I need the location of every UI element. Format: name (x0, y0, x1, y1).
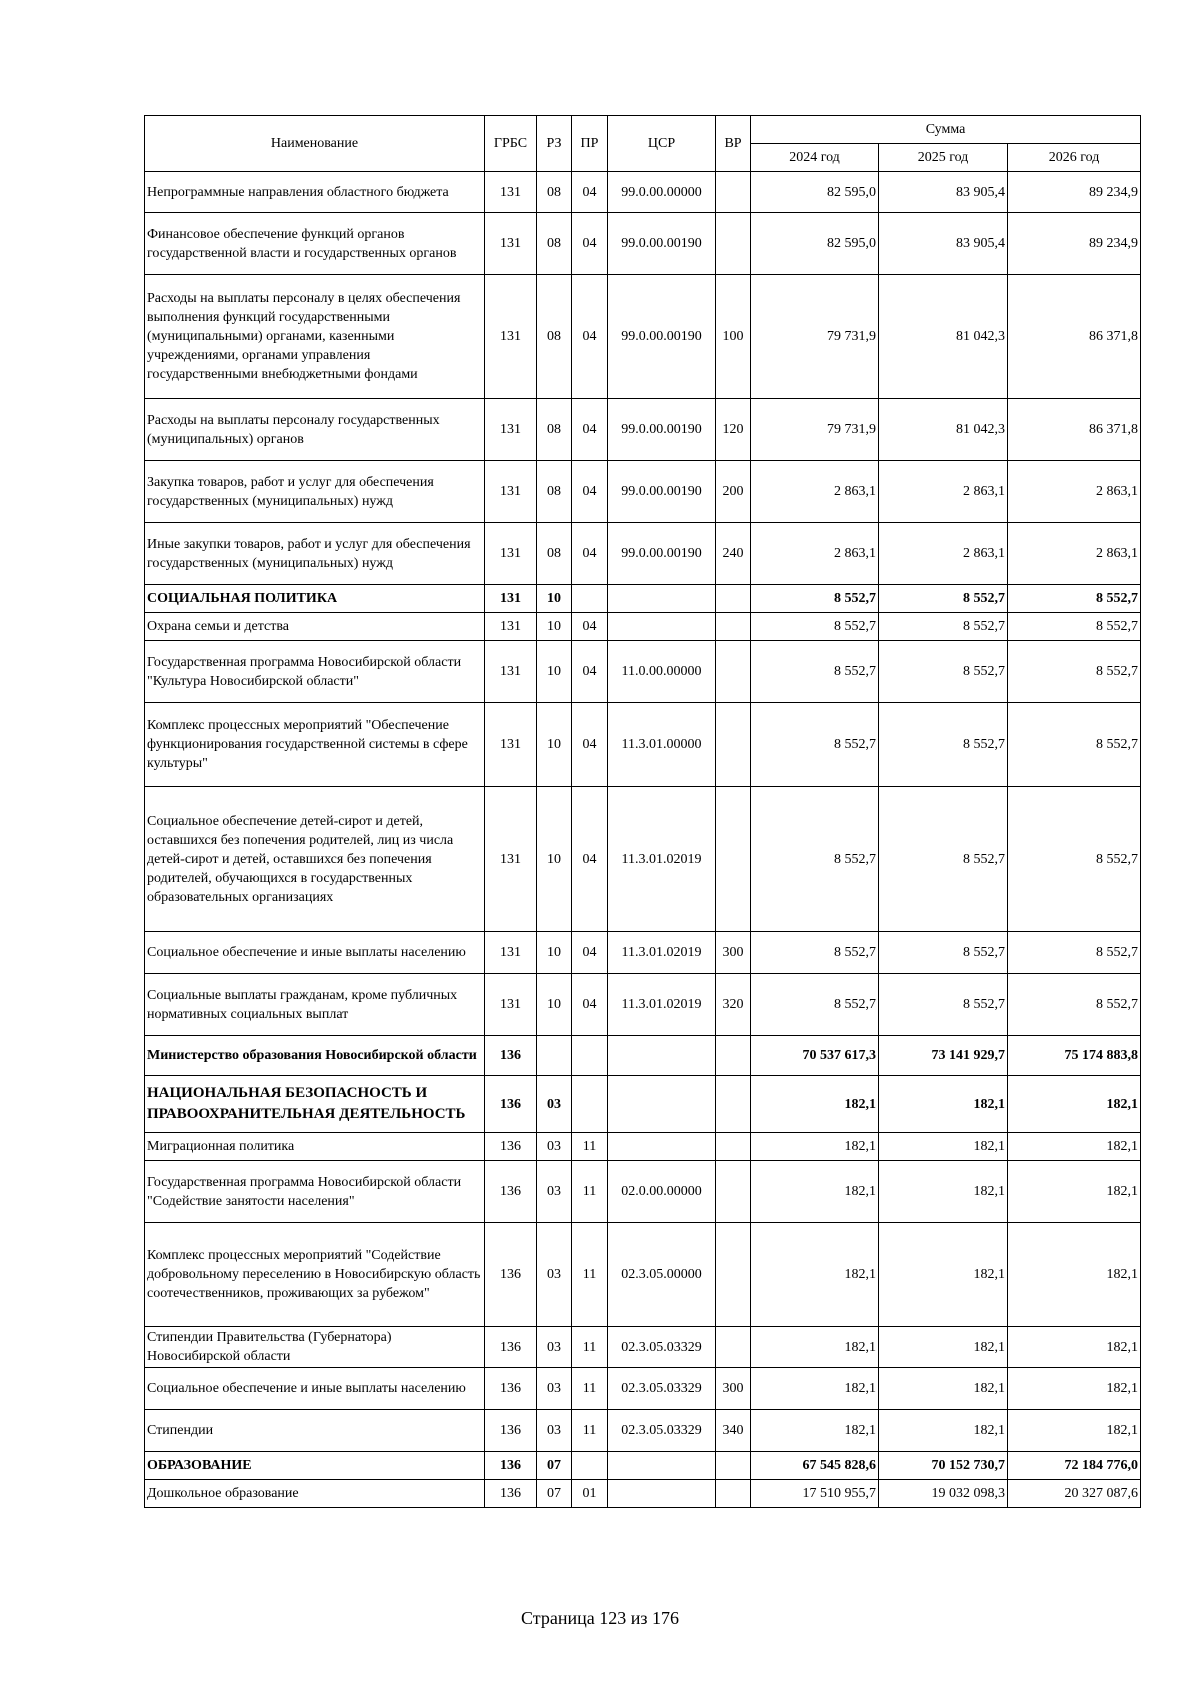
cell-vr (716, 1452, 751, 1480)
cell-vr (716, 172, 751, 213)
cell-name: ОБРАЗОВАНИЕ (145, 1452, 485, 1480)
cell-pr: 04 (572, 932, 608, 974)
cell-grbs: 131 (485, 213, 537, 275)
table-row (145, 213, 1141, 275)
table-row (145, 641, 1141, 703)
cell-2024: 17 510 955,7 (751, 1480, 879, 1508)
cell-grbs: 131 (485, 585, 537, 613)
cell-grbs: 131 (485, 399, 537, 461)
cell-pr: 04 (572, 703, 608, 787)
table-row (145, 1327, 1141, 1368)
cell-grbs: 131 (485, 172, 537, 213)
cell-vr: 120 (716, 399, 751, 461)
cell-2025: 8 552,7 (879, 703, 1008, 787)
cell-pr (572, 1076, 608, 1133)
cell-grbs: 136 (485, 1076, 537, 1133)
cell-name: Социальное обеспечение и иные выплаты населению (145, 1368, 485, 1410)
cell-pr (572, 1036, 608, 1076)
cell-2025: 8 552,7 (879, 974, 1008, 1036)
cell-2025: 182,1 (879, 1133, 1008, 1161)
cell-2026: 75 174 883,8 (1008, 1036, 1141, 1076)
cell-pr: 11 (572, 1161, 608, 1223)
cell-csr: 11.3.01.00000 (608, 703, 716, 787)
cell-name: Комплекс процессных мероприятий "Содействие добровольному переселению в Новосибирскую область соотечественников, проживающих за рубежом" (145, 1223, 485, 1327)
cell-2026: 86 371,8 (1008, 275, 1141, 399)
cell-grbs: 136 (485, 1327, 537, 1368)
cell-pr (572, 585, 608, 613)
cell-pr: 04 (572, 213, 608, 275)
table-row (145, 1452, 1141, 1480)
cell-2024: 8 552,7 (751, 787, 879, 932)
cell-grbs: 136 (485, 1410, 537, 1452)
header-rz: РЗ (537, 116, 572, 172)
cell-name: Расходы на выплаты персоналу государственных (муниципальных) органов (145, 399, 485, 461)
cell-csr (608, 1480, 716, 1508)
cell-2025: 182,1 (879, 1161, 1008, 1223)
cell-2026: 182,1 (1008, 1161, 1141, 1223)
table-row (145, 275, 1141, 399)
cell-rz (537, 1036, 572, 1076)
cell-rz: 08 (537, 213, 572, 275)
cell-vr (716, 1327, 751, 1368)
table-row (145, 1368, 1141, 1410)
table-row (145, 1480, 1141, 1508)
cell-2024: 67 545 828,6 (751, 1452, 879, 1480)
cell-2024: 82 595,0 (751, 172, 879, 213)
cell-2025: 182,1 (879, 1223, 1008, 1327)
cell-pr: 01 (572, 1480, 608, 1508)
cell-2025: 8 552,7 (879, 585, 1008, 613)
cell-name: Социальные выплаты гражданам, кроме публичных нормативных социальных выплат (145, 974, 485, 1036)
cell-vr (716, 787, 751, 932)
cell-name: Расходы на выплаты персоналу в целях обеспечения выполнения функций государственными (муниципальными) органами, казенными учреждениями, органами управления государственными внебюджетными фондами (145, 275, 485, 399)
cell-2026: 8 552,7 (1008, 703, 1141, 787)
cell-rz: 10 (537, 585, 572, 613)
cell-2026: 8 552,7 (1008, 974, 1141, 1036)
cell-pr: 04 (572, 641, 608, 703)
cell-pr: 04 (572, 523, 608, 585)
cell-vr (716, 1223, 751, 1327)
cell-2024: 2 863,1 (751, 461, 879, 523)
cell-rz: 10 (537, 974, 572, 1036)
table-row (145, 1133, 1141, 1161)
cell-name: Иные закупки товаров, работ и услуг для обеспечения государственных (муниципальных) нужд (145, 523, 485, 585)
cell-vr (716, 1133, 751, 1161)
cell-csr: 99.0.00.00190 (608, 523, 716, 585)
cell-grbs: 131 (485, 703, 537, 787)
cell-csr (608, 613, 716, 641)
table-row (145, 1036, 1141, 1076)
cell-grbs: 131 (485, 974, 537, 1036)
cell-rz: 03 (537, 1161, 572, 1223)
table-row (145, 974, 1141, 1036)
cell-2024: 8 552,7 (751, 585, 879, 613)
cell-grbs: 136 (485, 1161, 537, 1223)
cell-2024: 2 863,1 (751, 523, 879, 585)
cell-2024: 8 552,7 (751, 703, 879, 787)
cell-name: СОЦИАЛЬНАЯ ПОЛИТИКА (145, 585, 485, 613)
cell-2025: 182,1 (879, 1076, 1008, 1133)
cell-2024: 70 537 617,3 (751, 1036, 879, 1076)
cell-name: Социальное обеспечение детей-сирот и детей, оставшихся без попечения родителей, лиц из числа детей-сирот и детей, оставшихся без попечения родителей, обучающихся в государственных образовательных организациях (145, 787, 485, 932)
cell-2025: 83 905,4 (879, 213, 1008, 275)
cell-name: Миграционная политика (145, 1133, 485, 1161)
cell-name: Охрана семьи и детства (145, 613, 485, 641)
cell-grbs: 131 (485, 275, 537, 399)
cell-rz: 03 (537, 1076, 572, 1133)
cell-vr (716, 1161, 751, 1223)
cell-pr: 04 (572, 613, 608, 641)
cell-grbs: 131 (485, 787, 537, 932)
cell-csr (608, 1076, 716, 1133)
cell-2024: 8 552,7 (751, 641, 879, 703)
cell-name: Финансовое обеспечение функций органов государственной власти и государственных органов (145, 213, 485, 275)
cell-2024: 82 595,0 (751, 213, 879, 275)
cell-rz: 08 (537, 461, 572, 523)
cell-2025: 8 552,7 (879, 641, 1008, 703)
cell-2024: 182,1 (751, 1133, 879, 1161)
cell-csr (608, 1036, 716, 1076)
table-row (145, 1076, 1141, 1133)
cell-2025: 73 141 929,7 (879, 1036, 1008, 1076)
cell-rz: 10 (537, 641, 572, 703)
cell-2026: 20 327 087,6 (1008, 1480, 1141, 1508)
cell-grbs: 136 (485, 1480, 537, 1508)
header-2026: 2026 год (1008, 144, 1141, 172)
cell-name: Непрограммные направления областного бюджета (145, 172, 485, 213)
cell-vr (716, 1076, 751, 1133)
cell-grbs: 131 (485, 523, 537, 585)
cell-name: Дошкольное образование (145, 1480, 485, 1508)
cell-rz: 08 (537, 399, 572, 461)
table-row (145, 787, 1141, 932)
cell-2025: 2 863,1 (879, 461, 1008, 523)
cell-pr: 04 (572, 461, 608, 523)
table-body (145, 172, 1141, 1508)
cell-vr (716, 703, 751, 787)
cell-name: Социальное обеспечение и иные выплаты населению (145, 932, 485, 974)
table-row (145, 523, 1141, 585)
cell-2026: 89 234,9 (1008, 213, 1141, 275)
header-name: Наименование (145, 116, 485, 172)
cell-pr: 11 (572, 1133, 608, 1161)
cell-2025: 182,1 (879, 1327, 1008, 1368)
cell-pr: 04 (572, 787, 608, 932)
budget-table (144, 115, 1141, 1508)
cell-csr: 02.3.05.03329 (608, 1410, 716, 1452)
cell-csr: 11.3.01.02019 (608, 974, 716, 1036)
cell-name: Стипендии (145, 1410, 485, 1452)
header-csr: ЦСР (608, 116, 716, 172)
cell-2026: 72 184 776,0 (1008, 1452, 1141, 1480)
cell-rz: 03 (537, 1368, 572, 1410)
header-pr: ПР (572, 116, 608, 172)
cell-2024: 182,1 (751, 1076, 879, 1133)
cell-vr: 340 (716, 1410, 751, 1452)
table-row (145, 585, 1141, 613)
cell-2026: 2 863,1 (1008, 523, 1141, 585)
cell-grbs: 131 (485, 613, 537, 641)
table-row (145, 932, 1141, 974)
cell-2024: 8 552,7 (751, 974, 879, 1036)
header-vr: ВР (716, 116, 751, 172)
cell-2025: 81 042,3 (879, 399, 1008, 461)
table-row (145, 613, 1141, 641)
cell-2026: 8 552,7 (1008, 787, 1141, 932)
cell-name: Государственная программа Новосибирской области "Содействие занятости населения" (145, 1161, 485, 1223)
cell-vr (716, 585, 751, 613)
cell-csr (608, 1133, 716, 1161)
cell-pr: 04 (572, 399, 608, 461)
cell-2024: 182,1 (751, 1327, 879, 1368)
cell-name: Государственная программа Новосибирской области "Культура Новосибирской области" (145, 641, 485, 703)
table-row (145, 1410, 1141, 1452)
cell-name: Комплекс процессных мероприятий "Обеспечение функционирования государственной системы в сфере культуры" (145, 703, 485, 787)
cell-vr (716, 641, 751, 703)
cell-2024: 79 731,9 (751, 399, 879, 461)
cell-vr (716, 1480, 751, 1508)
cell-2026: 182,1 (1008, 1076, 1141, 1133)
cell-pr: 04 (572, 974, 608, 1036)
cell-vr: 320 (716, 974, 751, 1036)
cell-csr: 02.3.05.03329 (608, 1368, 716, 1410)
header-2025: 2025 год (879, 144, 1008, 172)
cell-2024: 182,1 (751, 1410, 879, 1452)
page-number: Страница 123 из 176 (521, 1608, 679, 1628)
cell-csr: 99.0.00.00000 (608, 172, 716, 213)
cell-2026: 89 234,9 (1008, 172, 1141, 213)
cell-pr (572, 1452, 608, 1480)
cell-rz: 10 (537, 787, 572, 932)
cell-csr: 11.3.01.02019 (608, 932, 716, 974)
table-row (145, 703, 1141, 787)
cell-2026: 8 552,7 (1008, 641, 1141, 703)
cell-2025: 83 905,4 (879, 172, 1008, 213)
cell-2025: 182,1 (879, 1410, 1008, 1452)
cell-grbs: 136 (485, 1223, 537, 1327)
header-grbs: ГРБС (485, 116, 537, 172)
cell-2026: 182,1 (1008, 1133, 1141, 1161)
cell-pr: 11 (572, 1410, 608, 1452)
cell-grbs: 131 (485, 641, 537, 703)
cell-vr (716, 613, 751, 641)
cell-2025: 19 032 098,3 (879, 1480, 1008, 1508)
cell-name: НАЦИОНАЛЬНАЯ БЕЗОПАСНОСТЬ И ПРАВООХРАНИТЕЛЬНАЯ ДЕЯТЕЛЬНОСТЬ (145, 1076, 485, 1133)
cell-vr: 100 (716, 275, 751, 399)
table-row (145, 399, 1141, 461)
cell-vr: 240 (716, 523, 751, 585)
cell-csr: 11.3.01.02019 (608, 787, 716, 932)
cell-rz: 07 (537, 1480, 572, 1508)
cell-2025: 8 552,7 (879, 932, 1008, 974)
cell-pr: 11 (572, 1368, 608, 1410)
cell-csr: 02.0.00.00000 (608, 1161, 716, 1223)
cell-name: Закупка товаров, работ и услуг для обеспечения государственных (муниципальных) нужд (145, 461, 485, 523)
cell-rz: 03 (537, 1410, 572, 1452)
cell-2026: 182,1 (1008, 1223, 1141, 1327)
cell-csr: 99.0.00.00190 (608, 275, 716, 399)
cell-2024: 8 552,7 (751, 613, 879, 641)
cell-2024: 182,1 (751, 1161, 879, 1223)
cell-name: Стипендии Правительства (Губернатора) Новосибирской области (145, 1327, 485, 1368)
cell-pr: 11 (572, 1223, 608, 1327)
cell-rz: 10 (537, 703, 572, 787)
cell-2025: 8 552,7 (879, 787, 1008, 932)
cell-2025: 70 152 730,7 (879, 1452, 1008, 1480)
cell-csr: 99.0.00.00190 (608, 213, 716, 275)
cell-2026: 8 552,7 (1008, 932, 1141, 974)
cell-grbs: 136 (485, 1133, 537, 1161)
cell-csr: 99.0.00.00190 (608, 399, 716, 461)
cell-rz: 08 (537, 275, 572, 399)
cell-2026: 86 371,8 (1008, 399, 1141, 461)
cell-rz: 03 (537, 1133, 572, 1161)
table-row (145, 1161, 1141, 1223)
cell-vr: 200 (716, 461, 751, 523)
cell-2026: 182,1 (1008, 1368, 1141, 1410)
cell-pr: 04 (572, 275, 608, 399)
cell-csr: 02.3.05.00000 (608, 1223, 716, 1327)
cell-csr: 11.0.00.00000 (608, 641, 716, 703)
cell-rz: 08 (537, 172, 572, 213)
cell-grbs: 131 (485, 932, 537, 974)
cell-2026: 182,1 (1008, 1410, 1141, 1452)
cell-2024: 182,1 (751, 1223, 879, 1327)
cell-vr (716, 1036, 751, 1076)
cell-grbs: 136 (485, 1452, 537, 1480)
cell-2025: 2 863,1 (879, 523, 1008, 585)
cell-vr: 300 (716, 1368, 751, 1410)
cell-2024: 182,1 (751, 1368, 879, 1410)
cell-grbs: 136 (485, 1368, 537, 1410)
cell-csr: 99.0.00.00190 (608, 461, 716, 523)
table-row (145, 461, 1141, 523)
cell-vr: 300 (716, 932, 751, 974)
cell-2026: 2 863,1 (1008, 461, 1141, 523)
cell-2025: 81 042,3 (879, 275, 1008, 399)
header-sum: Сумма (751, 116, 1141, 144)
cell-pr: 11 (572, 1327, 608, 1368)
table-row (145, 1223, 1141, 1327)
cell-rz: 10 (537, 932, 572, 974)
cell-grbs: 136 (485, 1036, 537, 1076)
cell-2026: 182,1 (1008, 1327, 1141, 1368)
cell-csr (608, 585, 716, 613)
cell-grbs: 131 (485, 461, 537, 523)
cell-vr (716, 213, 751, 275)
cell-2024: 8 552,7 (751, 932, 879, 974)
table-row (145, 172, 1141, 213)
cell-rz: 07 (537, 1452, 572, 1480)
cell-rz: 08 (537, 523, 572, 585)
cell-rz: 03 (537, 1223, 572, 1327)
cell-csr: 02.3.05.03329 (608, 1327, 716, 1368)
cell-name: Министерство образования Новосибирской области (145, 1036, 485, 1076)
cell-2026: 8 552,7 (1008, 585, 1141, 613)
cell-2025: 8 552,7 (879, 613, 1008, 641)
header-2024: 2024 год (751, 144, 879, 172)
cell-rz: 10 (537, 613, 572, 641)
cell-2024: 79 731,9 (751, 275, 879, 399)
cell-2025: 182,1 (879, 1368, 1008, 1410)
cell-csr (608, 1452, 716, 1480)
cell-pr: 04 (572, 172, 608, 213)
cell-2026: 8 552,7 (1008, 613, 1141, 641)
cell-rz: 03 (537, 1327, 572, 1368)
